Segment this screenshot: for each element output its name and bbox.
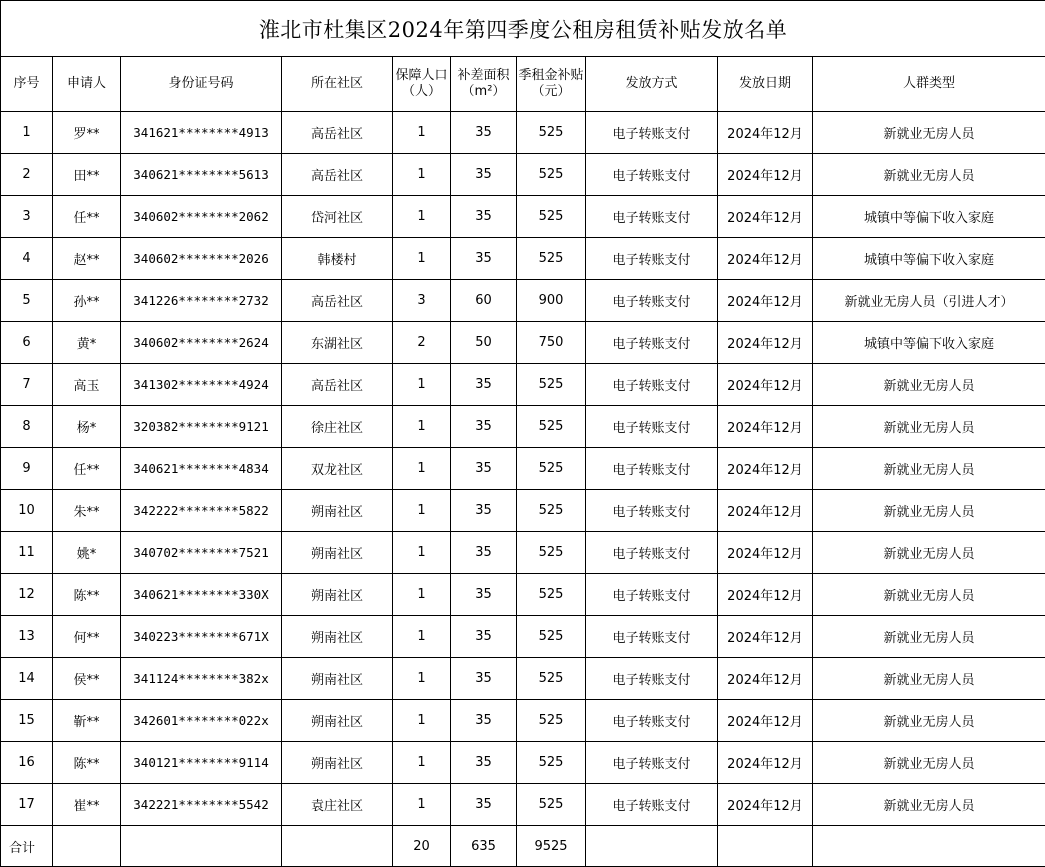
header-id-number: 身份证号码 — [121, 57, 282, 112]
header-subsidy: 季租金补贴（元） — [517, 57, 586, 112]
cell-household: 2 — [393, 322, 451, 364]
cell-method: 电子转账支付 — [586, 196, 718, 238]
cell-method: 电子转账支付 — [586, 574, 718, 616]
cell-date: 2024年12月 — [718, 616, 813, 658]
cell-household: 1 — [393, 364, 451, 406]
cell-applicant: 任** — [53, 196, 121, 238]
table-row — [1, 784, 1045, 826]
cell-category: 新就业无房人员 — [813, 742, 1045, 784]
cell-area: 35 — [451, 616, 517, 658]
cell-area: 35 — [451, 448, 517, 490]
cell-subsidy: 525 — [517, 658, 586, 700]
cell-index: 17 — [1, 784, 53, 826]
table-row — [1, 154, 1045, 196]
table-row — [1, 616, 1045, 658]
cell-date: 2024年12月 — [718, 406, 813, 448]
cell-applicant: 陈** — [53, 742, 121, 784]
cell-community: 朔南社区 — [282, 574, 393, 616]
table-row — [1, 574, 1045, 616]
header-household: 保障人口（人） — [393, 57, 451, 112]
table-row — [1, 700, 1045, 742]
cell-community: 朔南社区 — [282, 532, 393, 574]
table-row — [1, 196, 1045, 238]
cell-method: 电子转账支付 — [586, 406, 718, 448]
table-row — [1, 742, 1045, 784]
header-method: 发放方式 — [586, 57, 718, 112]
cell-applicant: 朱** — [53, 490, 121, 532]
cell-applicant: 崔** — [53, 784, 121, 826]
cell-id-number: 340621********330X — [121, 574, 282, 616]
cell-subsidy: 525 — [517, 406, 586, 448]
cell-community: 徐庄社区 — [282, 406, 393, 448]
total-empty-method — [586, 826, 718, 867]
cell-community: 朔南社区 — [282, 742, 393, 784]
total-empty-applicant — [53, 826, 121, 867]
cell-index: 6 — [1, 322, 53, 364]
cell-subsidy: 525 — [517, 238, 586, 280]
total-empty-community — [282, 826, 393, 867]
total-empty-category — [813, 826, 1045, 867]
total-empty-id — [121, 826, 282, 867]
cell-date: 2024年12月 — [718, 112, 813, 154]
cell-id-number: 340702********7521 — [121, 532, 282, 574]
cell-category: 新就业无房人员 — [813, 112, 1045, 154]
total-empty-date — [718, 826, 813, 867]
cell-area: 35 — [451, 574, 517, 616]
cell-index: 5 — [1, 280, 53, 322]
cell-area: 35 — [451, 742, 517, 784]
cell-method: 电子转账支付 — [586, 364, 718, 406]
cell-subsidy: 525 — [517, 532, 586, 574]
cell-id-number: 341621********4913 — [121, 112, 282, 154]
cell-applicant: 田** — [53, 154, 121, 196]
cell-id-number: 340602********2062 — [121, 196, 282, 238]
cell-area: 35 — [451, 532, 517, 574]
cell-index: 15 — [1, 700, 53, 742]
cell-subsidy: 900 — [517, 280, 586, 322]
cell-area: 35 — [451, 112, 517, 154]
cell-household: 1 — [393, 574, 451, 616]
cell-id-number: 342222********5822 — [121, 490, 282, 532]
cell-area: 35 — [451, 196, 517, 238]
cell-date: 2024年12月 — [718, 448, 813, 490]
header-index: 序号 — [1, 57, 53, 112]
cell-category: 新就业无房人员 — [813, 700, 1045, 742]
cell-id-number: 340621********4834 — [121, 448, 282, 490]
cell-method: 电子转账支付 — [586, 742, 718, 784]
cell-id-number: 340121********9114 — [121, 742, 282, 784]
cell-applicant: 何** — [53, 616, 121, 658]
table-row — [1, 112, 1045, 154]
table-row — [1, 322, 1045, 364]
cell-method: 电子转账支付 — [586, 532, 718, 574]
cell-area: 60 — [451, 280, 517, 322]
total-household: 20 — [393, 826, 451, 867]
cell-applicant: 罗** — [53, 112, 121, 154]
cell-subsidy: 525 — [517, 448, 586, 490]
total-row — [1, 826, 1045, 867]
cell-applicant: 任** — [53, 448, 121, 490]
cell-category: 新就业无房人员 — [813, 616, 1045, 658]
cell-applicant: 侯** — [53, 658, 121, 700]
cell-household: 1 — [393, 784, 451, 826]
cell-community: 高岳社区 — [282, 112, 393, 154]
cell-id-number: 340602********2624 — [121, 322, 282, 364]
cell-date: 2024年12月 — [718, 784, 813, 826]
cell-id-number: 341226********2732 — [121, 280, 282, 322]
cell-date: 2024年12月 — [718, 238, 813, 280]
total-subsidy: 9525 — [517, 826, 586, 867]
cell-applicant: 陈** — [53, 574, 121, 616]
cell-category: 新就业无房人员 — [813, 574, 1045, 616]
cell-category: 城镇中等偏下收入家庭 — [813, 322, 1045, 364]
cell-household: 1 — [393, 238, 451, 280]
cell-community: 朔南社区 — [282, 490, 393, 532]
cell-applicant: 靳** — [53, 700, 121, 742]
cell-community: 朔南社区 — [282, 700, 393, 742]
cell-date: 2024年12月 — [718, 196, 813, 238]
cell-category: 新就业无房人员 — [813, 448, 1045, 490]
cell-method: 电子转账支付 — [586, 322, 718, 364]
cell-household: 1 — [393, 658, 451, 700]
cell-household: 1 — [393, 406, 451, 448]
cell-index: 13 — [1, 616, 53, 658]
cell-subsidy: 525 — [517, 196, 586, 238]
table-row — [1, 364, 1045, 406]
cell-method: 电子转账支付 — [586, 784, 718, 826]
cell-community: 双龙社区 — [282, 448, 393, 490]
cell-method: 电子转账支付 — [586, 280, 718, 322]
cell-community: 高岳社区 — [282, 280, 393, 322]
cell-date: 2024年12月 — [718, 322, 813, 364]
cell-date: 2024年12月 — [718, 280, 813, 322]
cell-method: 电子转账支付 — [586, 616, 718, 658]
cell-index: 11 — [1, 532, 53, 574]
cell-applicant: 孙** — [53, 280, 121, 322]
table-row — [1, 490, 1045, 532]
cell-method: 电子转账支付 — [586, 154, 718, 196]
cell-subsidy: 525 — [517, 616, 586, 658]
cell-household: 1 — [393, 532, 451, 574]
cell-applicant: 姚* — [53, 532, 121, 574]
cell-index: 14 — [1, 658, 53, 700]
cell-area: 35 — [451, 658, 517, 700]
table-row — [1, 532, 1045, 574]
header-applicant: 申请人 — [53, 57, 121, 112]
cell-household: 1 — [393, 448, 451, 490]
cell-subsidy: 525 — [517, 742, 586, 784]
cell-index: 10 — [1, 490, 53, 532]
total-area: 635 — [451, 826, 517, 867]
cell-id-number: 340223********671X — [121, 616, 282, 658]
cell-date: 2024年12月 — [718, 490, 813, 532]
cell-category: 新就业无房人员 — [813, 406, 1045, 448]
cell-area: 35 — [451, 364, 517, 406]
cell-index: 1 — [1, 112, 53, 154]
cell-method: 电子转账支付 — [586, 658, 718, 700]
cell-category: 新就业无房人员 — [813, 658, 1045, 700]
table-row — [1, 658, 1045, 700]
table-row — [1, 238, 1045, 280]
cell-method: 电子转账支付 — [586, 238, 718, 280]
cell-date: 2024年12月 — [718, 532, 813, 574]
cell-index: 3 — [1, 196, 53, 238]
cell-community: 岱河社区 — [282, 196, 393, 238]
cell-index: 8 — [1, 406, 53, 448]
cell-method: 电子转账支付 — [586, 700, 718, 742]
cell-date: 2024年12月 — [718, 658, 813, 700]
cell-area: 35 — [451, 238, 517, 280]
cell-subsidy: 525 — [517, 490, 586, 532]
cell-index: 7 — [1, 364, 53, 406]
cell-category: 城镇中等偏下收入家庭 — [813, 238, 1045, 280]
cell-area: 35 — [451, 490, 517, 532]
cell-subsidy: 525 — [517, 700, 586, 742]
header-category: 人群类型 — [813, 57, 1045, 112]
cell-index: 4 — [1, 238, 53, 280]
cell-household: 1 — [393, 154, 451, 196]
cell-category: 新就业无房人员 — [813, 784, 1045, 826]
cell-area: 50 — [451, 322, 517, 364]
header-area: 补差面积（m²） — [451, 57, 517, 112]
header-row — [1, 57, 1045, 112]
cell-subsidy: 525 — [517, 574, 586, 616]
cell-community: 韩楼村 — [282, 238, 393, 280]
cell-index: 12 — [1, 574, 53, 616]
page-title: 淮北市杜集区2024年第四季度公租房租赁补贴发放名单 — [1, 1, 1045, 57]
cell-index: 9 — [1, 448, 53, 490]
table-row — [1, 406, 1045, 448]
cell-category: 新就业无房人员 — [813, 490, 1045, 532]
cell-index: 16 — [1, 742, 53, 784]
cell-id-number: 341302********4924 — [121, 364, 282, 406]
cell-method: 电子转账支付 — [586, 112, 718, 154]
cell-id-number: 341124********382x — [121, 658, 282, 700]
cell-category: 新就业无房人员 — [813, 364, 1045, 406]
cell-community: 袁庄社区 — [282, 784, 393, 826]
cell-date: 2024年12月 — [718, 364, 813, 406]
cell-method: 电子转账支付 — [586, 490, 718, 532]
cell-id-number: 320382********9121 — [121, 406, 282, 448]
table-row — [1, 448, 1045, 490]
cell-community: 高岳社区 — [282, 364, 393, 406]
cell-household: 1 — [393, 112, 451, 154]
cell-household: 3 — [393, 280, 451, 322]
cell-date: 2024年12月 — [718, 574, 813, 616]
cell-index: 2 — [1, 154, 53, 196]
cell-id-number: 342221********5542 — [121, 784, 282, 826]
cell-date: 2024年12月 — [718, 742, 813, 784]
cell-household: 1 — [393, 616, 451, 658]
cell-subsidy: 525 — [517, 154, 586, 196]
table-row — [1, 280, 1045, 322]
total-label: 合计 — [1, 826, 53, 867]
cell-applicant: 高玉 — [53, 364, 121, 406]
cell-community: 朔南社区 — [282, 658, 393, 700]
cell-community: 朔南社区 — [282, 616, 393, 658]
header-community: 所在社区 — [282, 57, 393, 112]
cell-community: 东湖社区 — [282, 322, 393, 364]
cell-category: 新就业无房人员 — [813, 532, 1045, 574]
cell-subsidy: 750 — [517, 322, 586, 364]
cell-area: 35 — [451, 784, 517, 826]
cell-household: 1 — [393, 700, 451, 742]
cell-community: 高岳社区 — [282, 154, 393, 196]
cell-applicant: 赵** — [53, 238, 121, 280]
cell-id-number: 342601********022x — [121, 700, 282, 742]
cell-area: 35 — [451, 406, 517, 448]
cell-subsidy: 525 — [517, 112, 586, 154]
cell-subsidy: 525 — [517, 364, 586, 406]
cell-date: 2024年12月 — [718, 700, 813, 742]
cell-date: 2024年12月 — [718, 154, 813, 196]
cell-category: 城镇中等偏下收入家庭 — [813, 196, 1045, 238]
cell-id-number: 340621********5613 — [121, 154, 282, 196]
cell-id-number: 340602********2026 — [121, 238, 282, 280]
cell-household: 1 — [393, 490, 451, 532]
cell-applicant: 黄* — [53, 322, 121, 364]
cell-area: 35 — [451, 700, 517, 742]
cell-category: 新就业无房人员 — [813, 154, 1045, 196]
cell-household: 1 — [393, 196, 451, 238]
cell-area: 35 — [451, 154, 517, 196]
header-date: 发放日期 — [718, 57, 813, 112]
cell-subsidy: 525 — [517, 784, 586, 826]
cell-category: 新就业无房人员（引进人才） — [813, 280, 1045, 322]
cell-method: 电子转账支付 — [586, 448, 718, 490]
cell-household: 1 — [393, 742, 451, 784]
cell-applicant: 杨* — [53, 406, 121, 448]
